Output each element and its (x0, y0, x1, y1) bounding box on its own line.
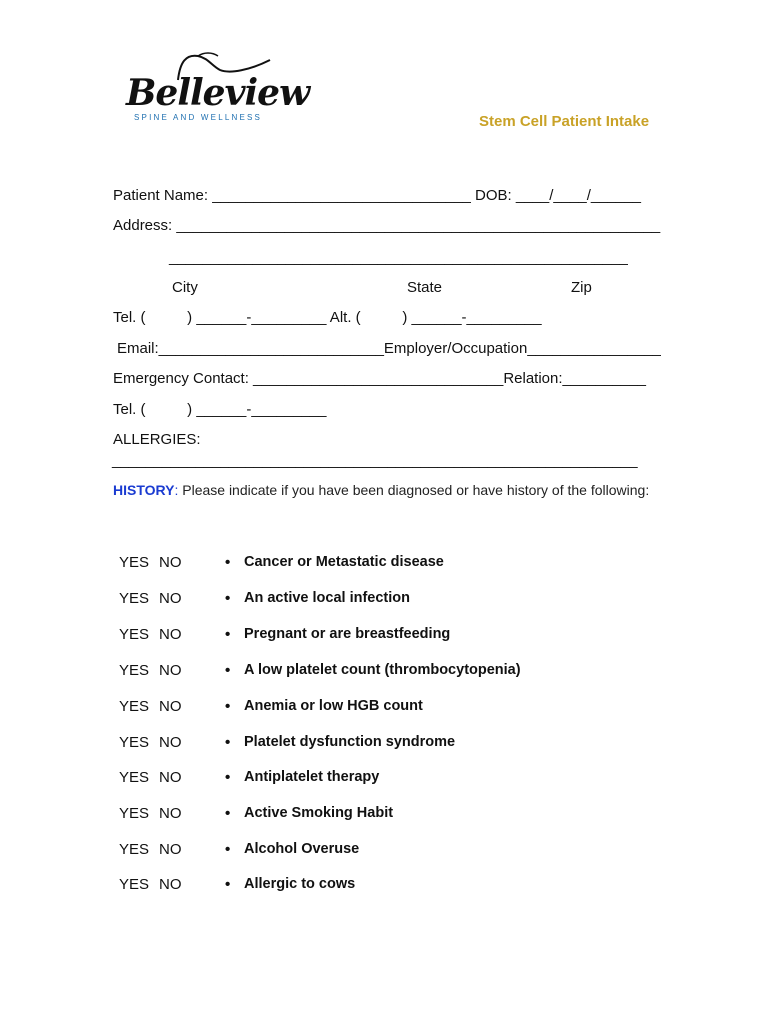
question-text: Allergic to cows (244, 876, 356, 892)
no-option[interactable]: NO (159, 662, 182, 679)
form-title: Stem Cell Patient Intake (479, 113, 650, 130)
address-line-2[interactable]: _______________________________________________________ (169, 249, 628, 266)
question-text: Antiplatelet therapy (244, 769, 380, 785)
question-text: Pregnant or are breastfeeding (244, 626, 451, 642)
no-option[interactable]: NO (159, 590, 182, 607)
yes-option[interactable]: YES (119, 769, 150, 786)
belleview-logo (120, 50, 310, 130)
logo-wordmark: Belleview (126, 72, 310, 114)
bullet-icon: • (225, 662, 231, 679)
no-option[interactable]: NO (159, 554, 182, 571)
history-question-row (119, 590, 679, 610)
question-text: Anemia or low HGB count (244, 698, 423, 714)
email-employer-line[interactable]: Email:___________________________Employer/Occupation________________ (117, 340, 661, 357)
bullet-icon: • (225, 805, 231, 822)
question-text: Alcohol Overuse (244, 841, 360, 857)
yes-option[interactable]: YES (119, 590, 150, 607)
logo-subtitle: SPINE AND WELLNESS (134, 113, 263, 122)
history-question-row (119, 734, 679, 754)
allergies-line[interactable]: _______________________________________________________________ (112, 452, 638, 469)
history-question-row (119, 805, 679, 825)
patient-name-dob-line[interactable]: Patient Name: _______________________________ DOB: ____/____/______ (113, 187, 641, 204)
bullet-icon: • (225, 734, 231, 751)
history-question-row (119, 554, 679, 574)
history-question-row (119, 662, 679, 682)
no-option[interactable]: NO (159, 805, 182, 822)
yes-option[interactable]: YES (119, 626, 150, 643)
bullet-icon: • (225, 698, 231, 715)
bullet-icon: • (225, 769, 231, 786)
yes-option[interactable]: YES (119, 734, 150, 751)
city-label: City (172, 279, 198, 296)
bullet-icon: • (225, 876, 231, 893)
question-text: Platelet dysfunction syndrome (244, 734, 456, 750)
history-question-row (119, 876, 679, 896)
yes-option[interactable]: YES (119, 805, 150, 822)
history-question-row (119, 626, 679, 646)
no-option[interactable]: NO (159, 698, 182, 715)
history-colon: : (174, 482, 179, 498)
no-option[interactable]: NO (159, 626, 182, 643)
yes-option[interactable]: YES (119, 662, 150, 679)
no-option[interactable]: NO (159, 841, 182, 858)
question-text: An active local infection (244, 590, 410, 606)
zip-label: Zip (571, 279, 592, 296)
bullet-icon: • (225, 590, 231, 607)
emergency-tel-line[interactable]: Tel. ( ) ______-_________ (113, 401, 327, 418)
address-line[interactable]: Address: __________________________________________________________ (113, 217, 661, 234)
no-option[interactable]: NO (159, 734, 182, 751)
tel-alt-line[interactable]: Tel. ( ) ______-_________ Alt. ( ) ______-_________ (113, 309, 542, 326)
yes-option[interactable]: YES (119, 554, 150, 571)
no-option[interactable]: NO (159, 876, 182, 893)
question-text: A low platelet count (thrombocytopenia) (244, 662, 521, 678)
allergies-label: ALLERGIES: (113, 431, 201, 448)
history-instruction (113, 482, 649, 498)
history-question-row (119, 769, 679, 789)
yes-option[interactable]: YES (119, 698, 150, 715)
state-label: State (407, 279, 443, 296)
emergency-contact-line[interactable]: Emergency Contact: ______________________________Relation:__________ (113, 370, 646, 387)
history-question-row (119, 698, 679, 718)
question-text: Active Smoking Habit (244, 805, 394, 821)
no-option[interactable]: NO (159, 769, 182, 786)
question-text: Cancer or Metastatic disease (244, 554, 444, 570)
bullet-icon: • (225, 841, 231, 858)
bullet-icon: • (225, 554, 231, 571)
history-text: Please indicate if you have been diagnosed or have history of the following: (178, 482, 650, 498)
history-label: HISTORY (113, 482, 175, 498)
bullet-icon: • (225, 626, 231, 643)
history-question-row (119, 841, 679, 861)
yes-option[interactable]: YES (119, 841, 150, 858)
yes-option[interactable]: YES (119, 876, 150, 893)
